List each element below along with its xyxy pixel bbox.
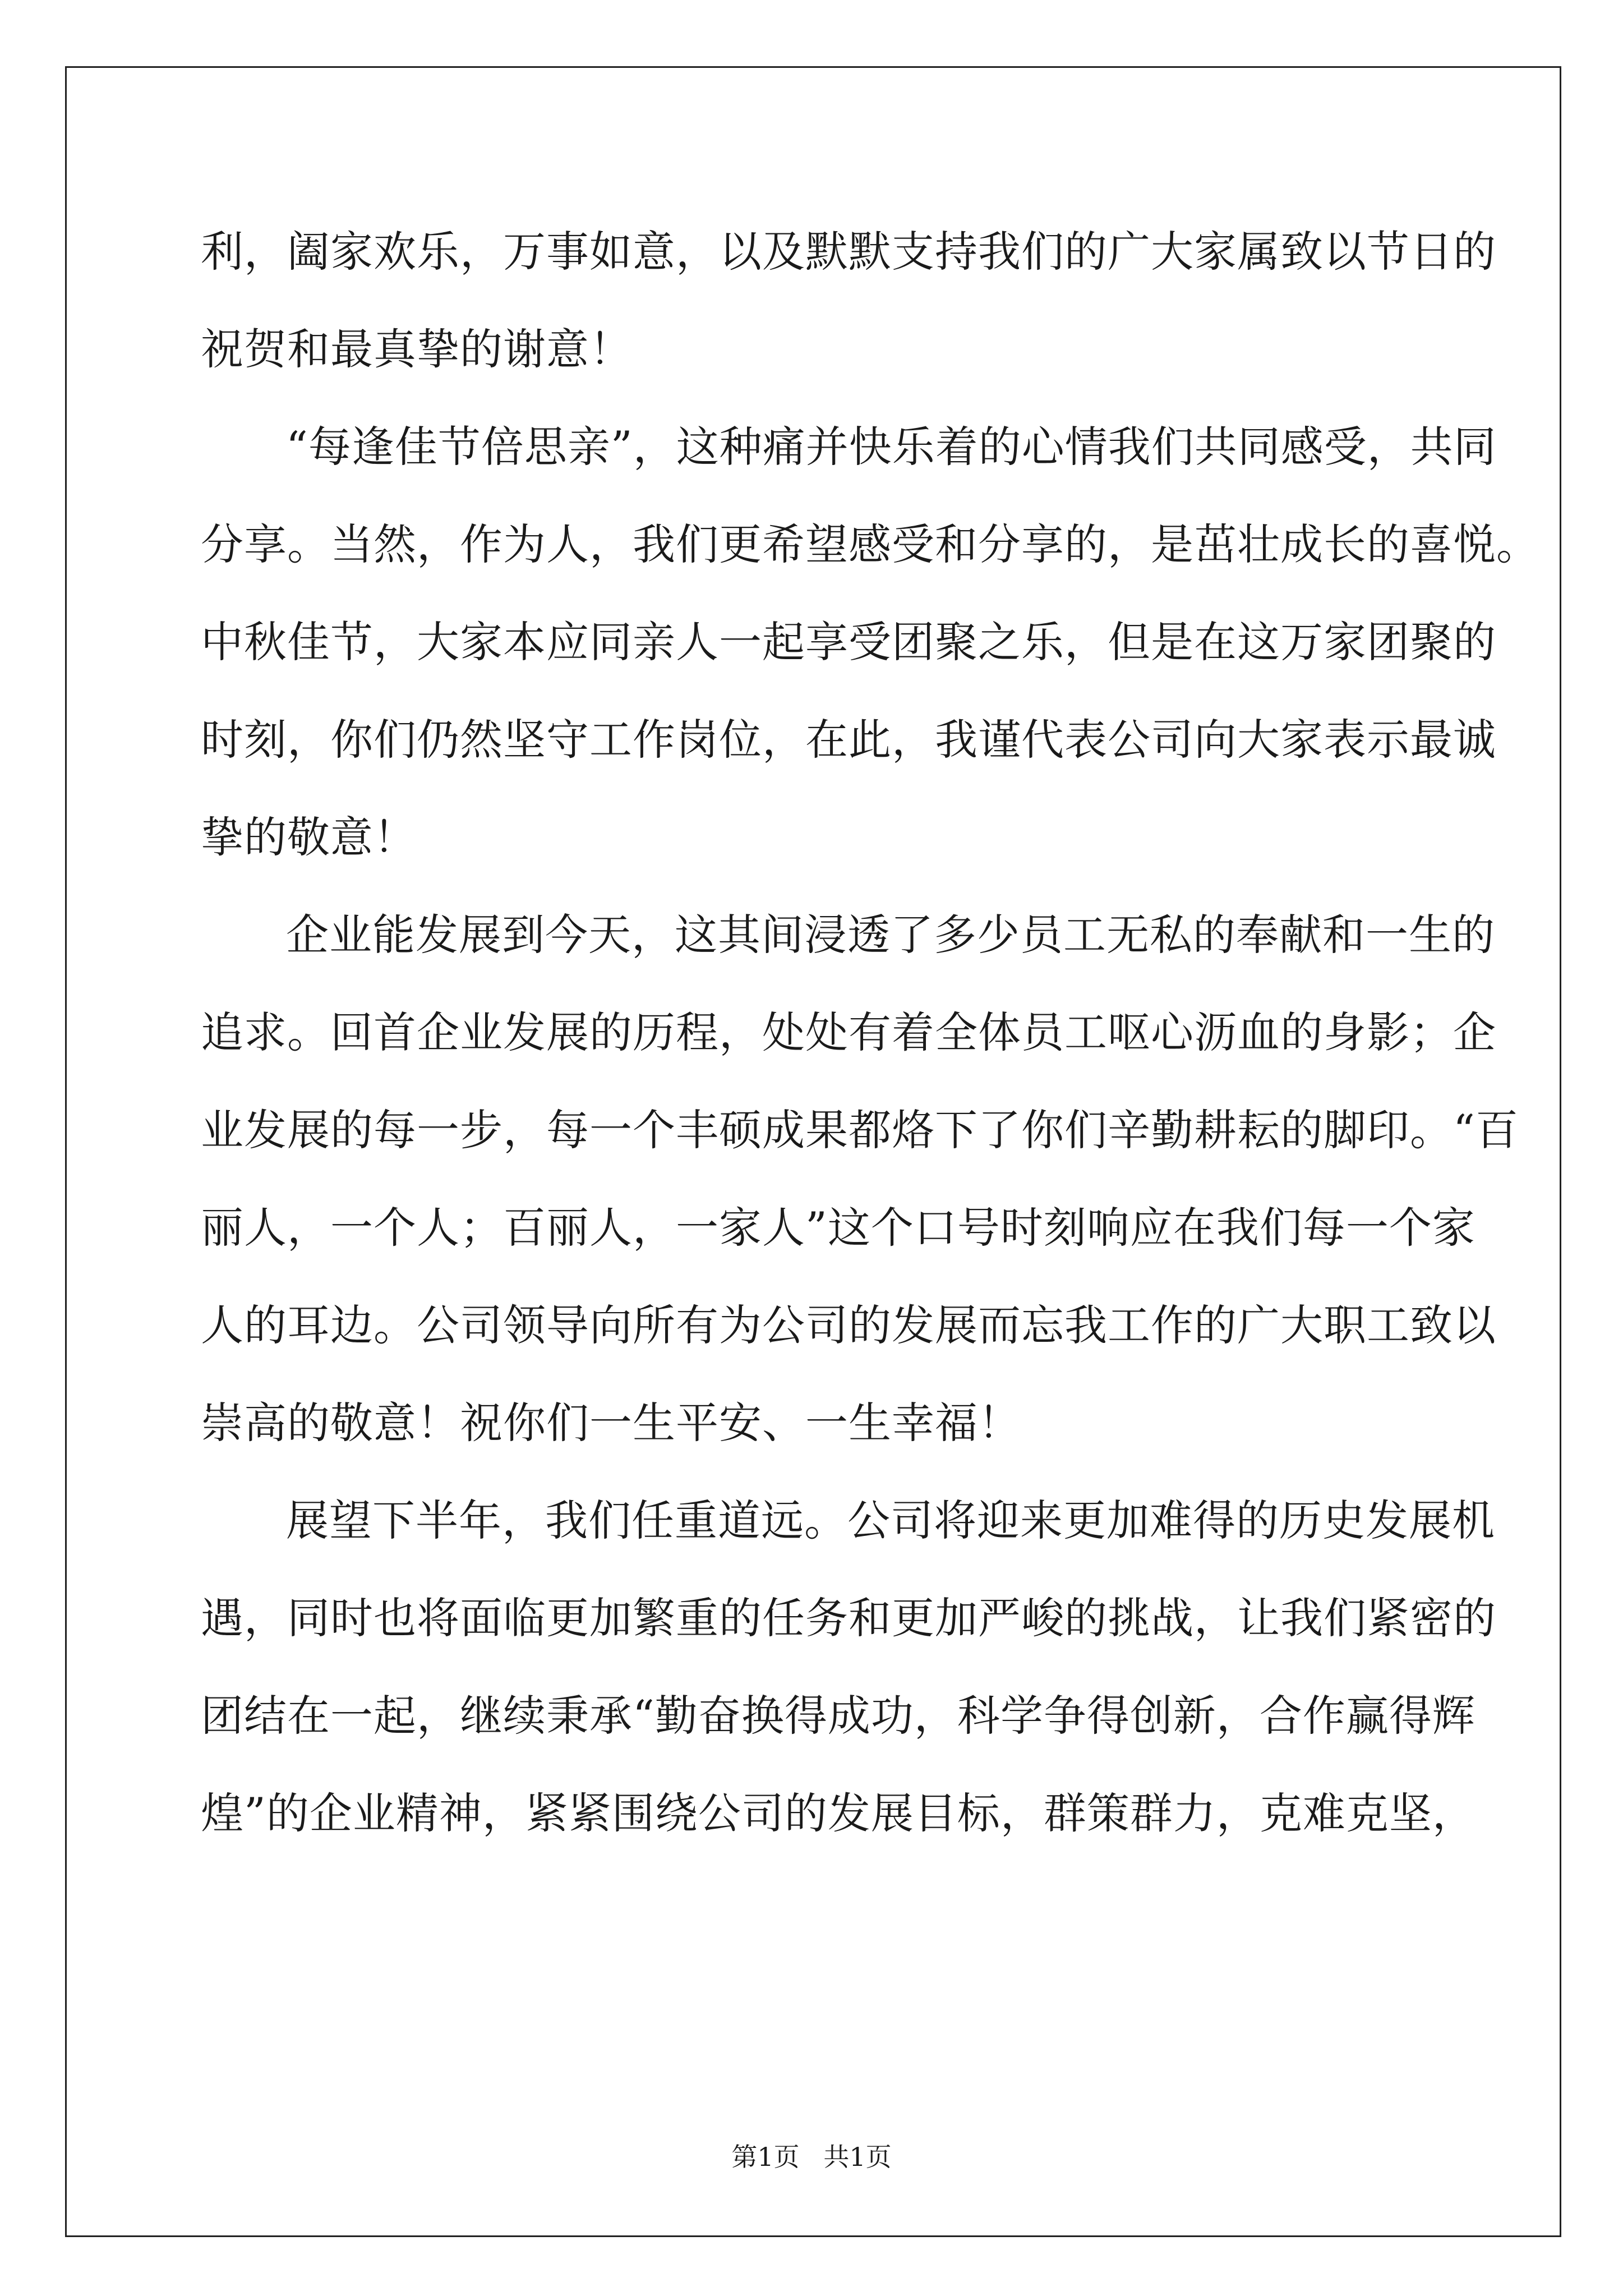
text-line: 丽人，一个人；百丽人，一家人”这个口号时刻响应在我们每一个家 bbox=[201, 1203, 1476, 1253]
page-number: 第1页 bbox=[731, 2142, 800, 2172]
text-line: 祝贺和最真挚的谢意！ bbox=[201, 324, 633, 374]
paragraph-start-line: “每逢佳节倍思亲”，这种痛并快乐着的心情我们共同感受，共同 bbox=[286, 422, 1497, 472]
page-footer bbox=[0, 2140, 1623, 2174]
text-line: 利，阖家欢乐，万事如意，以及默默支持我们的广大家属致以节日的 bbox=[201, 227, 1496, 277]
text-line: 业发展的每一步，每一个丰硕成果都烙下了你们辛勤耕耘的脚印。“百 bbox=[201, 1105, 1519, 1155]
paragraph-start-line: 展望下半年，我们任重道远。公司将迎来更加难得的历史发展机 bbox=[286, 1496, 1495, 1545]
text-line: 追求。回首企业发展的历程，处处有着全体员工呕心沥血的身影；企 bbox=[201, 1007, 1496, 1057]
text-line: 遇，同时也将面临更加繁重的任务和更加严峻的挑战，让我们紧密的 bbox=[201, 1593, 1496, 1643]
text-line: 时刻，你们仍然坚守工作岗位，在此，我谨代表公司向大家表示最诚 bbox=[201, 715, 1496, 765]
paragraph-start-line: 企业能发展到今天，这其间浸透了多少员工无私的奉献和一生的 bbox=[286, 910, 1495, 960]
page-total: 共1页 bbox=[823, 2142, 892, 2172]
text-line: 团结在一起，继续秉承“勤奋换得成功，科学争得创新，合作赢得辉 bbox=[201, 1691, 1476, 1741]
text-line: 人的耳边。公司领导向所有为公司的发展而忘我工作的广大职工致以 bbox=[201, 1300, 1496, 1350]
text-line: 崇高的敬意！祝你们一生平安、一生幸福！ bbox=[201, 1398, 1021, 1448]
text-line: 分享。当然，作为人，我们更希望感受和分享的，是茁壮成长的喜悦。 bbox=[201, 519, 1539, 569]
document-body bbox=[201, 213, 1539, 1872]
text-line: 煌”的企业精神，紧紧围绕公司的发展目标，群策群力，克难克坚， bbox=[201, 1788, 1476, 1838]
text-line: 挚的敬意！ bbox=[201, 812, 417, 862]
text-line: 中秋佳节，大家本应同亲人一起享受团聚之乐，但是在这万家团聚的 bbox=[201, 617, 1496, 667]
